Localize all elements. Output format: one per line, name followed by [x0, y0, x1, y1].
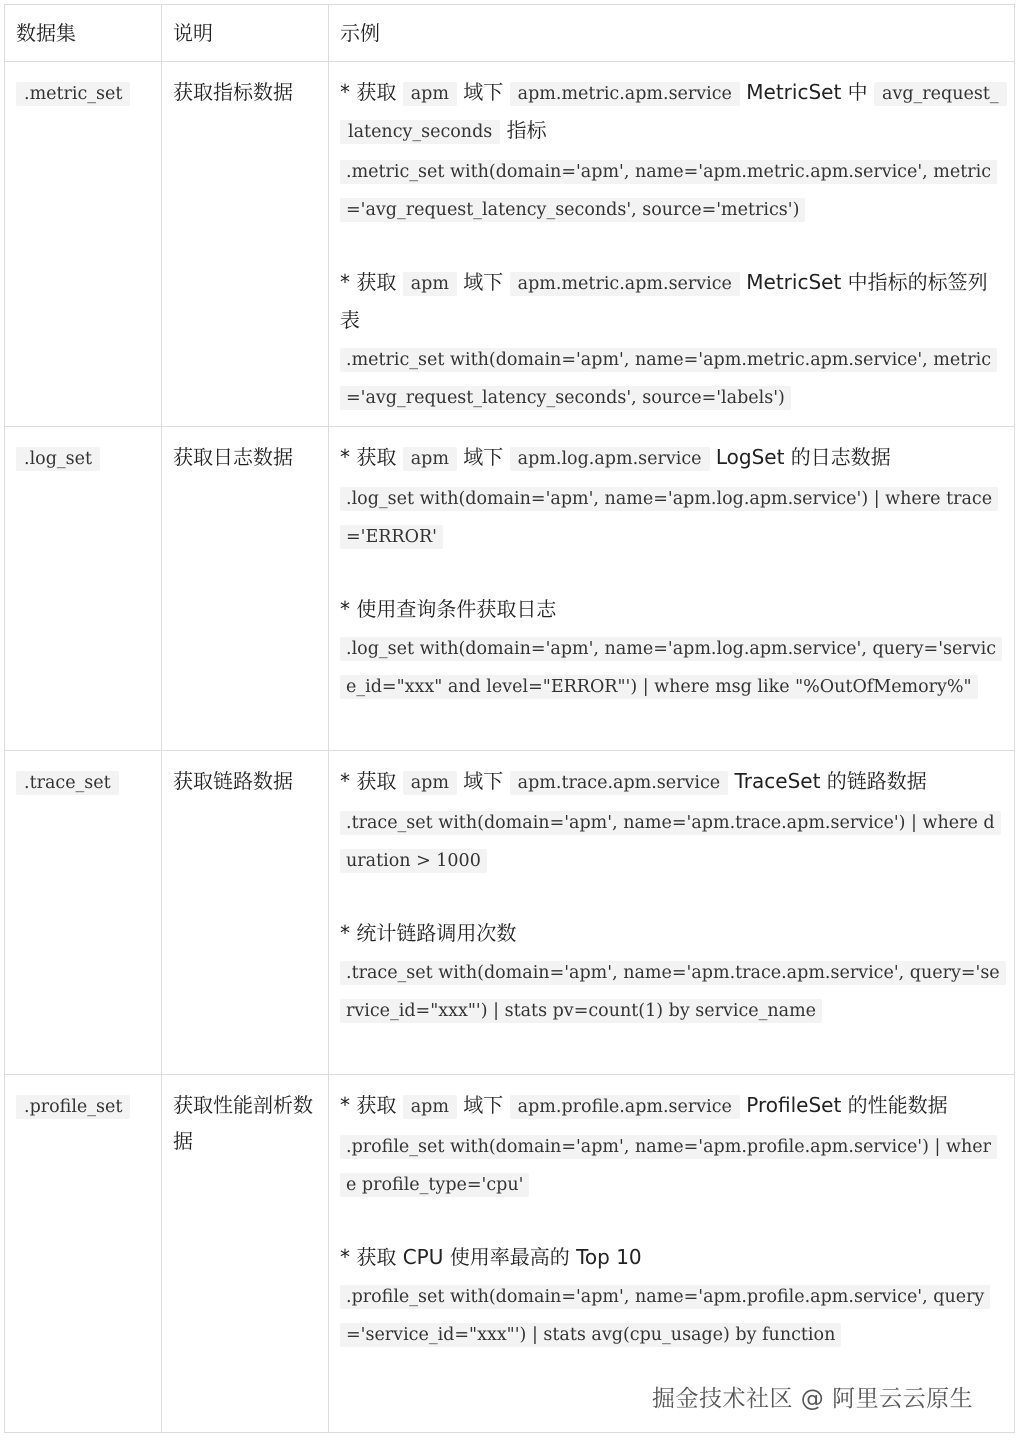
table-row [5, 751, 1015, 1075]
inline-code: apm.log.apm.service [510, 447, 710, 471]
dataset-cell [5, 427, 162, 751]
description-cell: 获取链路数据 [162, 751, 329, 1075]
inline-code: apm.metric.apm.service [510, 272, 740, 296]
code-block: .log_set with(domain='apm', name='apm.log.apm.service') | where trace='ERROR' [340, 487, 998, 549]
inline-code: apm.trace.apm.service [510, 771, 728, 795]
code-block: .log_set with(domain='apm', name='apm.log.apm.service', query='service_id="xxx" and level="ERROR"') | where msg like "%OutOfMemory%" [340, 637, 1002, 699]
dataset-name: .profile_set [16, 1095, 130, 1119]
example-item: * 使用查询条件获取日志 .log_set with(domain='apm', name='apm.log.apm.service', query='service_id="xxx" and level="ERROR"') | where msg like "%OutOfMemory%" [340, 591, 1000, 705]
header-dataset: 数据集 [5, 5, 162, 62]
code-block: .metric_set with(domain='apm', name='apm.metric.apm.service', metric='avg_request_latency_seconds', source='metrics') [340, 160, 997, 222]
inline-code: apm [403, 272, 457, 296]
header-example: 示例 [329, 5, 1015, 62]
table-header-row [5, 5, 1015, 62]
description-cell: 获取性能剖析数据 [162, 1075, 329, 1433]
inline-code: apm.metric.apm.service [510, 82, 740, 106]
dataset-cell [5, 1075, 162, 1433]
dataset-name: .trace_set [16, 771, 119, 795]
dataset-table [4, 4, 1015, 1433]
table-row [5, 427, 1015, 751]
inline-code: avg_request_latency_seconds [340, 82, 1007, 144]
watermark: 掘金技术社区 @ 阿里云云原生 [652, 1386, 974, 1412]
description-cell: 获取日志数据 [162, 427, 329, 751]
example-cell [329, 1075, 1015, 1433]
inline-code: apm [403, 447, 457, 471]
example-item: * 获取 apm 域下 apm.metric.apm.service MetricSet 中 avg_request_latency_seconds 指标 .metric_set with(domain='apm', name='apm.metric.apm.service', metric='avg_request_latency_seconds', source='metrics') [340, 74, 1000, 228]
inline-code: apm [403, 771, 457, 795]
inline-code: apm [403, 82, 457, 106]
code-block: .trace_set with(domain='apm', name='apm.trace.apm.service', query='service_id="xxx"') | stats pv=count(1) by service_name [340, 961, 1006, 1023]
example-cell [329, 62, 1015, 427]
dataset-cell [5, 62, 162, 427]
example-item: * 获取 apm 域下 apm.log.apm.service LogSet 的日志数据 .log_set with(domain='apm', name='apm.log.apm.service') | where trace='ERROR' [340, 439, 1000, 555]
description-cell: 获取指标数据 [162, 62, 329, 427]
example-item: * 获取 CPU 使用率最高的 Top 10 .profile_set with(domain='apm', name='apm.profile.apm.service', query='service_id="xxx"') | stats avg(cpu_usage) by function [340, 1239, 1000, 1353]
header-description: 说明 [162, 5, 329, 62]
table-row [5, 1075, 1015, 1433]
dataset-name: .metric_set [16, 82, 130, 106]
code-block: .trace_set with(domain='apm', name='apm.trace.apm.service') | where duration > 1000 [340, 811, 1001, 873]
code-block: .profile_set with(domain='apm', name='apm.profile.apm.service', query='service_id="xxx"') | stats avg(cpu_usage) by function [340, 1285, 990, 1347]
example-item: * 获取 apm 域下 apm.profile.apm.service ProfileSet 的性能数据 .profile_set with(domain='apm', name='apm.profile.apm.service') | where profile_type='cpu' [340, 1087, 1000, 1203]
example-item: * 获取 apm 域下 apm.metric.apm.service MetricSet 中指标的标签列表 .metric_set with(domain='apm', name='apm.metric.apm.service', metric='avg_request_latency_seconds', source='labels') [340, 264, 1000, 416]
code-block: .metric_set with(domain='apm', name='apm.metric.apm.service', metric='avg_request_latency_seconds', source='labels') [340, 348, 997, 410]
example-item: * 统计链路调用次数 .trace_set with(domain='apm', name='apm.trace.apm.service', query='service_id="xxx"') | stats pv=count(1) by service_name [340, 915, 1000, 1029]
example-cell [329, 751, 1015, 1075]
dataset-cell [5, 751, 162, 1075]
inline-code: apm.profile.apm.service [510, 1095, 740, 1119]
code-block: .profile_set with(domain='apm', name='apm.profile.apm.service') | where profile_type='cpu' [340, 1135, 997, 1197]
dataset-name: .log_set [16, 447, 100, 471]
example-item: * 获取 apm 域下 apm.trace.apm.service TraceSet 的链路数据 .trace_set with(domain='apm', name='apm.trace.apm.service') | where duration > 1000 [340, 763, 1000, 879]
table-row [5, 62, 1015, 427]
inline-code: apm [403, 1095, 457, 1119]
example-cell [329, 427, 1015, 751]
